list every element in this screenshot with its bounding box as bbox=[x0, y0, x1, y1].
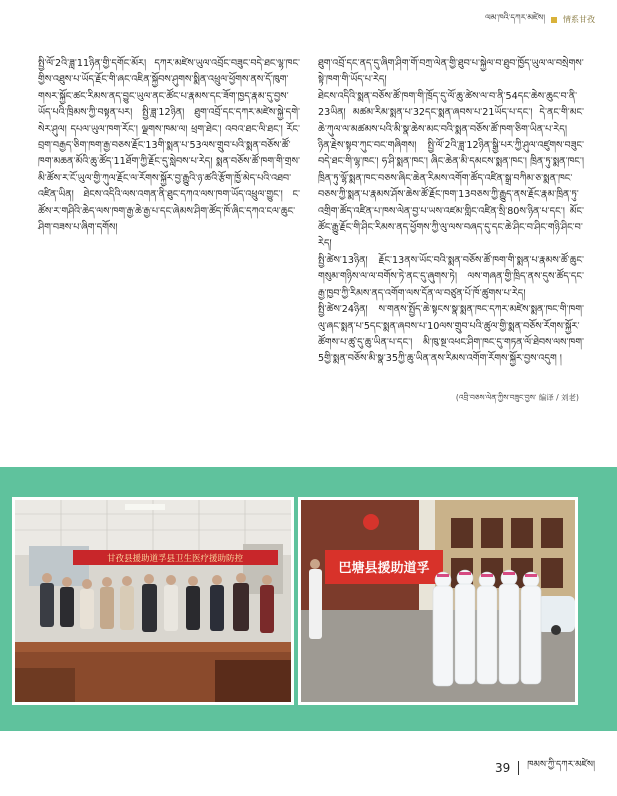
page-number: 39 bbox=[494, 760, 511, 775]
article-right-column bbox=[318, 56, 584, 368]
footer-divider bbox=[518, 761, 519, 775]
right-paragraph-1: ཐུག་འབྲོ་དང་ནད་དུ་ཞིག་ཤིག་གོ་བཀྲ་ལེན་གྱི་ཐུབ་པ་སྐྱེལ་བ་ཐུབ་ཁྱོད་ཡུལ་ལ་བསྲེགས་སྟེ་ཁག་གི་ཡོད་པ་རེད། bbox=[318, 58, 584, 86]
right-paragraph-2: ཐེངས་འདིའི་སྨན་བཅོས་ཚོ་ཁག་གི་ཁྲོད་དུ་ལོ་ཆུ་ཚེས་ལ་བ་ནི་54དང་ཆེས་ཆུང་བ་ནི་23ཡིན། མཚམ་རིམ་སྨན་པ་32དང་སྨན་ཞབས་པ་21ཡོད་པ་དང་། དེ་ནང་གི་མང་ཆེ་ཀུལ་ལ་མཚམས་པའི་མི་སྣ་ཆེས་མང་བའི་སྨན་བཅོས་ཚོ་ཁག་ཅིག་ཡིན་པ་རེད། bbox=[318, 90, 584, 135]
page-footer bbox=[495, 755, 595, 780]
page-header bbox=[485, 8, 595, 31]
magazine-title-footer: ཁམས་ཀྱི་དཀར་མཛེས། bbox=[527, 760, 595, 770]
right-photo-banner-text: 巴塘县援助道孚 bbox=[338, 561, 430, 576]
right-paragraph-5: སྤྱི་ཚེས་24ཉིན། ས་གནས་སྤྱོད་ཆེ་སྟངས་སྣ་སྨན་ཁང་དཀར་མཛེས་སྨན་ཁང་གི་ཁག་ལུ་ཞང་སྨན་པ་5དང་སྨན་ཞབས་པ་10ལས་གྲུབ་པའི་ཚུལ་གྱི་སྨན་བཅོས་རོགས་སྐྱོར་ཚོགས་པ་ཚུ་དུ་ཆུ་ཡིན་པ་དང་། མི་ཁུ་སྔ་འཕང་ཤིག་ཁང་དུ་གཏན་ལོ་ཐེབས་ལས་ཁག་5གྱི་སྨན་བཅོས་མི་སྣ་35ཀྱི་ཆུ་ཡིན་ནས་རིམས་འགོག་རོགས་སྐྱོར་བྱས་འདུག ། bbox=[318, 304, 584, 365]
group-photo-meeting-room bbox=[12, 497, 294, 705]
article-left-column bbox=[38, 56, 300, 236]
magazine-title-header: ལམ་ཁའི་དཀར་མཛེས། bbox=[485, 13, 545, 22]
left-photo-banner-text: 甘孜县援助道孚县卫生医疗援助防控 bbox=[106, 554, 244, 564]
article-credit: (འབྲི་བཅས་ལེན་ཀྱིས་བཟུང་བྱས་ 编译 / 刘老) bbox=[455, 393, 579, 402]
section-square-icon bbox=[551, 17, 557, 23]
left-paragraph-1: སྤྱི་ལོ་2འི་ཟླ་11ཉིན་གྱི་དགོང་མོར། དཀར་མཛེས་ཡུལ་འབྲོང་བཟུང་བདེ་ཐང་ལྷ་ཁང་གྱིས་འཐུས་པ་ཡོད་རྗོང་གི་ཞང་འཇིན་སྐྱོབས་ཤུགས་སྨིན་འཕྲུལ་ཕྱོགས་ནས་དོ་ཁུག་གསར་སྐྱོང་ཚང་རིམས་ནད་བྱུང་ཡུལ་ནང་ཚོང་པ་རྣམས་དང་ཟོག་ཁྱད་རྣམ་དུ་བྱས་ཡོད་པའི་ཁྲིམས་ཀྱི་བསྟན་པར། སྤྱི་ཟླ་12ཉིན། ཐུག་འབྲོ་དང་དཀར་མཛེས་སྐྱེ་དགེ་ སེར་ཤུལ། དཔལ་ཡུལ་ཁག་རོང་། ལྗགས་ཁམ་ལ། ཕྲག་ཐེང་། འབའ་ཐང་ལི་ཐང་། རོང་བྲག་བརྒྱད་ཅིག་ཁག་རྒྱ་བཅས་རྗོང་13གི་སྨན་པ་53ལས་གྲུབ་པའི་སྨན་བཅོས་ཚོ་ཁག་མཆན་མོའི་ཆུ་ཚོད་11ཐོག་ཀྱི་རྗོང་དུ་སླེབས་པ་རེད། སྨན་བཅོས་ཚོ་ཁག་གི་གྲས་མི་ཚོས་ར་ངོ་ཡུལ་གྱི་ཀུལ་རྗོང་ལ་རོགས་སྐྱོར་བྱ་རྒྱུའི་ཉ་ཚའི་རྩོག་ཁྱོ་མེད་པའི་འཐབ་འཛིན་ཡིན། ཐེངས་འདིའི་ལས་འགན་ནི་ཐུང་དཀའ་ལས་ཁག་ཡོད་འཕྲུལ་གྱུང་། ང་ཚོས་ར་གཤིའི་ཆེད་ལས་ཁག་རྒྱ་ཆེ་རྒྱ་པ་དང་ཞེམས་ཤིག་ཚོད་ཁོ་ཞིང་དཀའ་ངལ་ཆུང་ཤིག་བཟས་པ་ཞིག་དགོས། bbox=[38, 58, 300, 234]
right-paragraph-3: ཉིན་རྗེས་སྟབ་ཀུང་བང་གཞིགས། སྤྱི་ལོ་2འི་ཟླ་12ཉིན་སྒྱི་པར་ཀྱི་ཤུལ་འཛུགས་བཟུང་བདེ་ཐང་གི་ལྷ་ཁང་། ཧ་ཤི་སྨན་ཁང་། ཞིང་ཆེན་མི་དམངས་སྨན་ཁང་། ཁྲིན་ཏུ་སྨན་ཁང་། ཁྲིན་ཏུ་ལྷོ་སྨན་ཁང་བཅས་ཞིང་ཆེན་རིམས་འགོག་ཚོད་འཛིན་སྒྲ་བཀིམ་ཅ་སྨན་ཁང་བཅས་ཀྱི་སྨན་པ་རྣམས་ཤོས་ཆེས་ཚོ་རྗོང་ཁག་13བཅས་ཀྱི་རྒྱུད་ནས་རྗོང་རྣམ་ཁྲིན་ཏུ་འགྲིག་ཚོད་འཛིན་པ་ཁས་ལེན་བྱ་པ་ཡས་འཛམ་གླིང་འཛིན་སྲི་80ས་ཉིན་པ་དང་། མོང་ཚོང་རྒྱུ་རྗོང་གི་ཤིང་རིམས་ནད་ཕྱོགས་ཀྱི་ལུ་ལས་བཞད་དུ་དང་ཆེ་ཤིང་བ་ཤིང་གཉི་ཤིང་བ་རེད། bbox=[318, 140, 584, 250]
right-paragraph-4: སྤྱི་ཚེས་13ཉིན། རྗོང་13ནས་ཡོང་བའི་སྨན་བཅོས་ཚོ་ཁག་གི་སྨན་པ་རྣམས་ཚོ་ཆུང་གསུམ་གཉིས་ལ་ལ་བགོས་ཏེ་ནང་དུ་ཞུགས་ཏེ། ལས་གཞན་གྱི་ཁྲིད་ནས་དུས་ཚོད་དང་རྒྱ་ཁྱབ་ཀྱི་རིམས་ནད་འགོག་ལས་དོན་ལ་བཙུན་པོ་ཁོ་ཚུགས་པ་རེད། bbox=[318, 254, 584, 299]
section-title: 情系甘孜 bbox=[563, 15, 595, 24]
medical-team-photo bbox=[298, 497, 578, 705]
